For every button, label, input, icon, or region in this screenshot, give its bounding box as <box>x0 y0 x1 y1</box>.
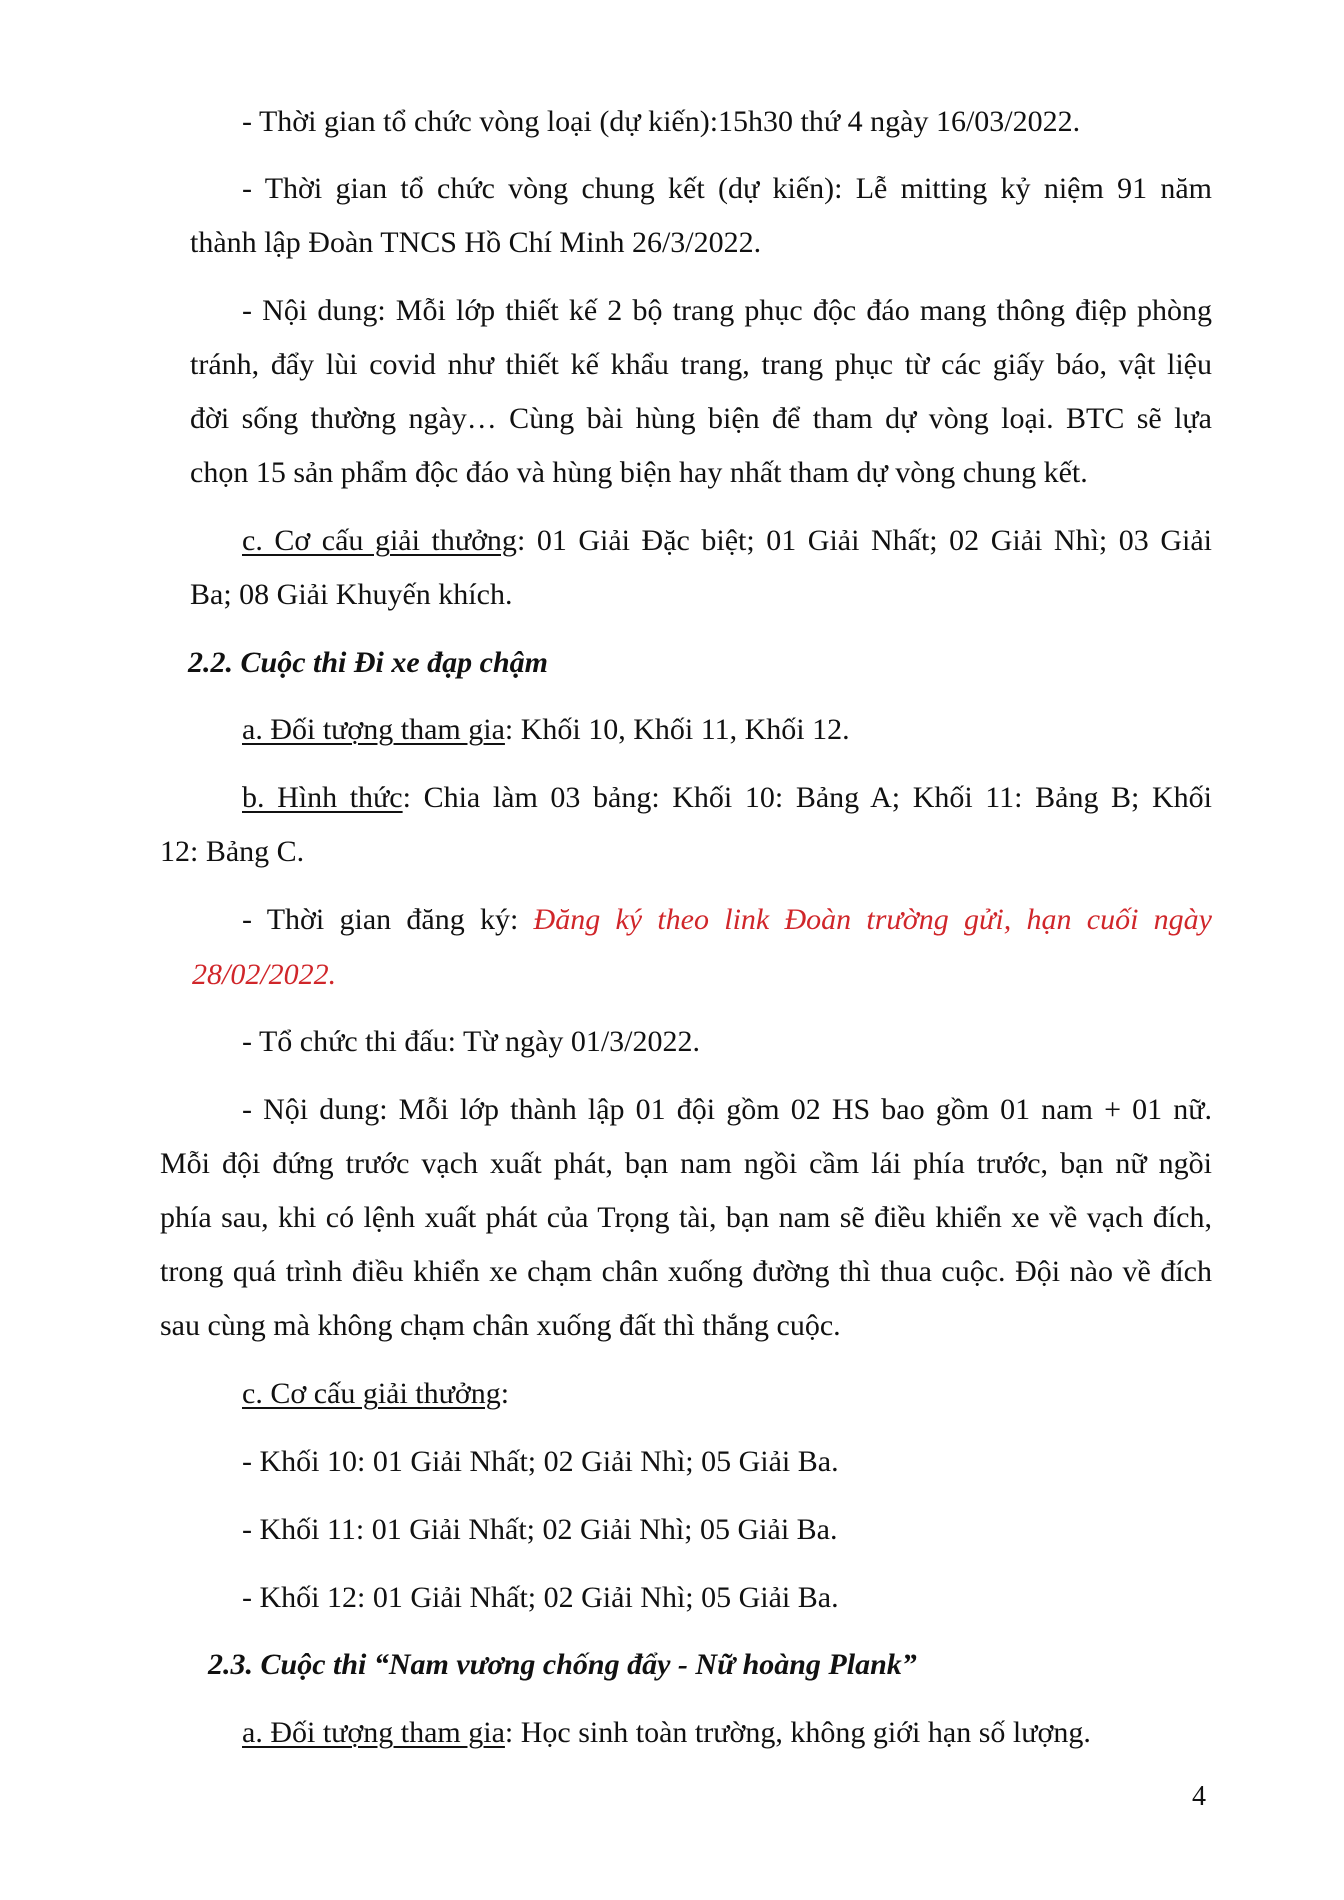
prize-grade-11: - Khối 11: 01 Giải Nhất; 02 Giải Nhì; 05 Giải Ba. <box>242 1513 838 1546</box>
content-para2-line1: - Nội dung: Mỗi lớp thành lập 01 đội gồm 02 HS bao gồm 01 nam + 01 nữ. <box>242 1093 1212 1126</box>
qualifying-round-time: - Thời gian tổ chức vòng loại (dự kiến):15h30 thứ 4 ngày 16/03/2022. <box>242 105 1081 138</box>
content-para1-line2: tránh, đẩy lùi covid như thiết kế khẩu trang, trang phục từ các giấy báo, vật liệu <box>190 348 1212 381</box>
content-para2-line5: sau cùng mà không chạm chân xuống đất thì thắng cuộc. <box>160 1309 841 1342</box>
participants-text: : Khối 10, Khối 11, Khối 12. <box>504 713 850 746</box>
prize-grade-12: - Khối 12: 01 Giải Nhất; 02 Giải Nhì; 05 Giải Ba. <box>242 1581 839 1614</box>
format-line2: 12: Bảng C. <box>160 835 305 868</box>
final-round-time-line2: thành lập Đoàn TNCS Hồ Chí Minh 26/3/2022. <box>190 226 762 259</box>
content-para1-line1: - Nội dung: Mỗi lớp thiết kế 2 bộ trang phục độc đáo mang thông điệp phòng <box>242 294 1212 327</box>
participants-2-label: a. Đối tượng tham gia <box>242 1716 505 1749</box>
content-para1-line4: chọn 15 sản phẩm độc đáo và hùng biện hay nhất tham dự vòng chung kết. <box>190 456 1088 489</box>
prize-structure-line2: Ba; 08 Giải Khuyến khích. <box>190 578 513 611</box>
content-para2-line3: phía sau, khi có lệnh xuất phát của Trọng tài, bạn nam sẽ điều khiển xe về vạch đích, <box>160 1201 1212 1234</box>
final-round-time-line1: - Thời gian tổ chức vòng chung kết (dự kiến): Lễ mitting kỷ niệm 91 năm <box>242 172 1212 205</box>
registration-deadline: 28/02/2022. <box>192 958 337 991</box>
prize-structure-2-label: c. Cơ cấu giải thưởng <box>242 1377 501 1410</box>
section-heading-2-3: 2.3. Cuộc thi “Nam vương chống đẩy - Nữ hoàng Plank” <box>208 1648 917 1681</box>
content-para2-line2: Mỗi đội đứng trước vạch xuất phát, bạn nam ngồi cầm lái phía trước, bạn nữ ngồi <box>160 1147 1212 1180</box>
prize-structure-text: : 01 Giải Đặc biệt; 01 Giải Nhất; 02 Giải Nhì; 03 Giải <box>516 524 1212 557</box>
participants-line <box>242 715 850 745</box>
prize-structure-label: c. Cơ cấu giải thưởng <box>242 524 517 557</box>
prize-structure-2-colon: : <box>500 1377 510 1410</box>
format-label: b. Hình thức <box>242 781 403 814</box>
prize-structure-2-line <box>242 1379 509 1409</box>
participants-2-line <box>242 1718 1091 1748</box>
competition-start: - Tổ chức thi đấu: Từ ngày 01/3/2022. <box>242 1025 701 1058</box>
participants-2-text: : Học sinh toàn trường, không giới hạn số lượng. <box>504 1716 1091 1749</box>
format-line1 <box>242 783 1212 813</box>
registration-time-highlight: Đăng ký theo link Đoàn trường gửi, hạn cuối ngày <box>533 903 1212 936</box>
section-heading-2-2: 2.2. Cuộc thi Đi xe đạp chậm <box>188 646 549 679</box>
registration-time-line1 <box>242 905 1212 935</box>
prize-structure-line1 <box>242 526 1212 556</box>
participants-label: a. Đối tượng tham gia <box>242 713 505 746</box>
format-text: : Chia làm 03 bảng: Khối 10: Bảng A; Khối 11: Bảng B; Khối <box>402 781 1212 814</box>
registration-time-label: - Thời gian đăng ký: <box>242 903 534 936</box>
prize-grade-10: - Khối 10: 01 Giải Nhất; 02 Giải Nhì; 05 Giải Ba. <box>242 1445 839 1478</box>
content-para2-line4: trong quá trình điều khiển xe chạm chân xuống đường thì thua cuộc. Đội nào về đích <box>160 1255 1212 1288</box>
content-para1-line3: đời sống thường ngày… Cùng bài hùng biện để tham dự vòng loại. BTC sẽ lựa <box>190 402 1212 435</box>
page-number: 4 <box>1192 1781 1206 1812</box>
